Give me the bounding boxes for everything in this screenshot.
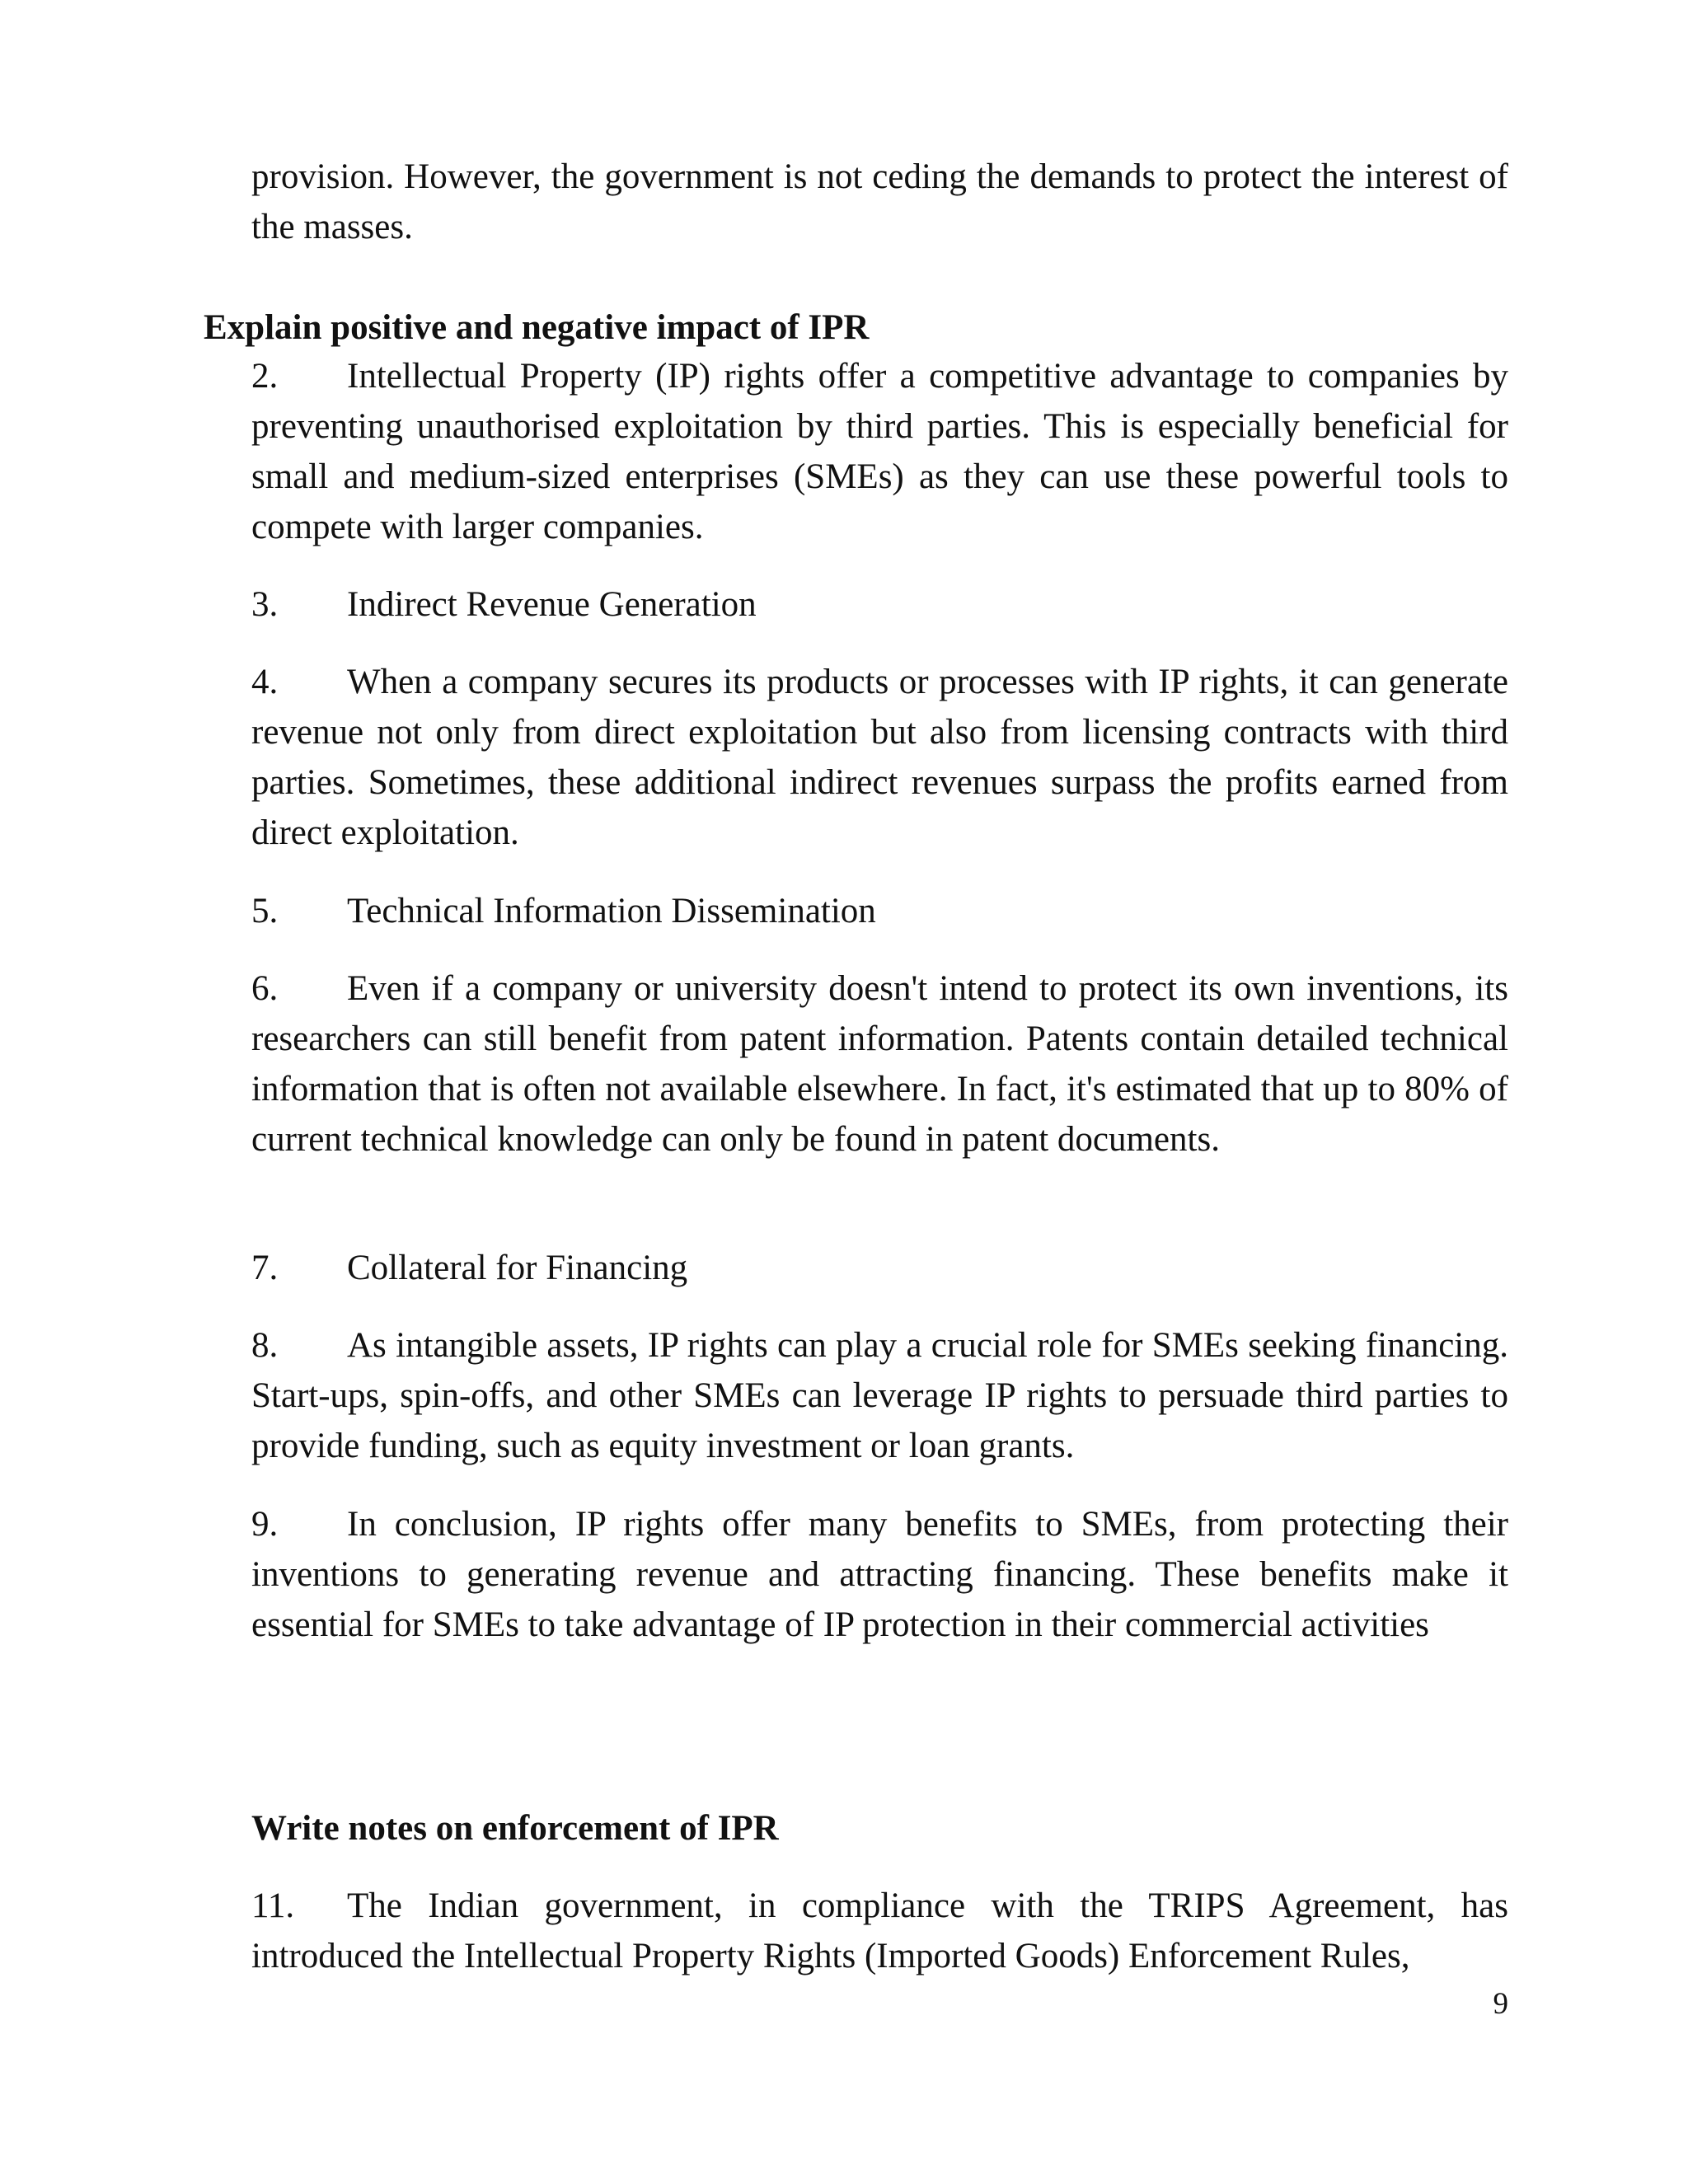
item-text: Collateral for Financing <box>347 1249 688 1287</box>
item-number: 5. <box>251 892 279 930</box>
item-text: The Indian government, in compliance with the TRIPS Agreement, has introduced the Intellectual Property Rights (Imported Goods) Enforcement Rules, <box>251 1886 1508 1975</box>
item-text: Even if a company or university doesn't intend to protect its own inventions, its researchers can still benefit from patent information. Patents contain detailed technical information that is often not available elsewhere. In fact, it's estimated that up to 80% of current technical knowledge can only be found in patent documents. <box>251 969 1508 1159</box>
item-text: When a company secures its products or processes with IP rights, it can generate revenue not only from direct exploitation but also from licensing contracts with third parties. Sometimes, these additional indirect revenues surpass the profits earned from direct exploitation. <box>251 663 1508 852</box>
list-item <box>251 657 1508 858</box>
list-item <box>251 351 1508 552</box>
list-item <box>251 886 1508 936</box>
item-text: Indirect Revenue Generation <box>347 585 757 624</box>
list-item <box>251 963 1508 1165</box>
heading-enforcement-of-ipr: Write notes on enforcement of IPR <box>251 1809 779 1848</box>
list-item <box>251 579 1508 630</box>
item-text: As intangible assets, IP rights can play a crucial role for SMEs seeking financing. Start-ups, spin-offs, and other SMEs can leverage IP rights to persuade third parties to provide funding, such as equity investment or loan grants. <box>251 1326 1508 1465</box>
item-number: 8. <box>251 1326 279 1365</box>
item-number: 6. <box>251 969 279 1008</box>
list-item <box>251 1881 1508 1981</box>
page-number: 9 <box>1493 1987 1508 2021</box>
item-number: 4. <box>251 663 279 701</box>
item-text: In conclusion, IP rights offer many benefits to SMEs, from protecting their inventions to generating revenue and attracting financing. These benefits make it essential for SMEs to take advantage of IP protection in their commercial activities <box>251 1505 1508 1644</box>
item-text: Intellectual Property (IP) rights offer a competitive advantage to companies by preventing unauthorised exploitation by third parties. This is especially beneficial for small and medium-sized enterprises (SMEs) as they can use these powerful tools to compete with larger companies. <box>251 357 1508 546</box>
heading-impact-of-ipr: Explain positive and negative impact of IPR <box>204 308 870 347</box>
item-number: 11. <box>251 1886 295 1925</box>
item-number: 3. <box>251 585 279 624</box>
item-number: 2. <box>251 357 279 396</box>
list-item <box>251 1320 1508 1471</box>
list-item <box>251 1499 1508 1650</box>
item-text: Technical Information Dissemination <box>347 892 876 930</box>
item-number: 9. <box>251 1505 279 1544</box>
intro-paragraph: provision. However, the government is not ceding the demands to protect the interest of the masses. <box>251 157 1508 246</box>
item-number: 7. <box>251 1249 279 1287</box>
list-item <box>251 1243 1508 1293</box>
